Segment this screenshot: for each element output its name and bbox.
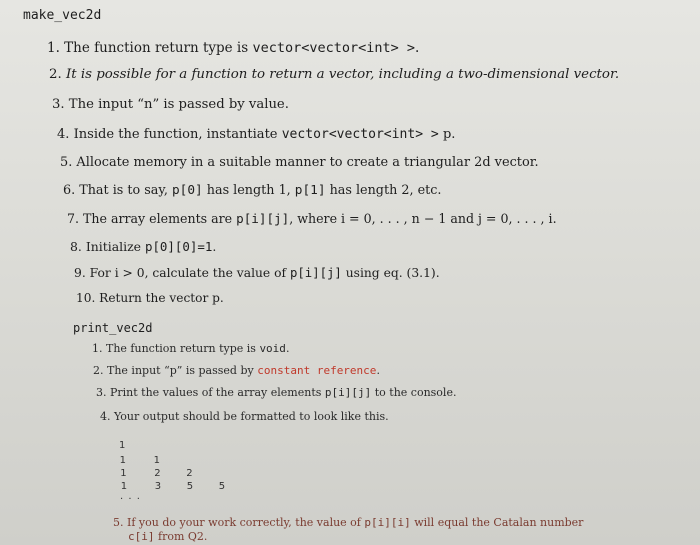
item-text: .: [212, 239, 217, 254]
item-text: For i > 0, calculate the value of: [89, 266, 290, 280]
item-highlight: constant reference: [257, 364, 377, 377]
item-code: c[i]: [128, 530, 155, 543]
item-text: using eq. (3.1).: [341, 266, 440, 280]
output-value: 3: [154, 481, 162, 492]
output-value: 1: [120, 481, 128, 492]
item-code: p[i][i]: [364, 516, 411, 529]
output-value: 1: [153, 455, 160, 466]
item-number: 4.: [57, 127, 74, 142]
item-text: The function return type is: [64, 40, 253, 56]
item-text: has length 2, etc.: [325, 183, 442, 198]
list-item: [76, 291, 224, 305]
list-item: [63, 183, 441, 198]
item-number: 2.: [93, 364, 107, 377]
list-item: [74, 266, 440, 280]
item-number: 9.: [74, 266, 90, 280]
item-text: , where i = 0, . . . , n − 1 and j = 0, . . . , i.: [289, 211, 557, 226]
item-text: It is possible for a function to return a vector, including a two-dimensional vector.: [65, 67, 620, 82]
item-code: p[i][j]: [289, 266, 342, 280]
output-value: 1: [119, 440, 126, 451]
item-text: Print the values of the array elements: [110, 386, 325, 399]
item-code: p[1]: [294, 183, 326, 198]
list-item: [49, 67, 619, 82]
list-item: [52, 97, 289, 112]
item-number: 5.: [113, 516, 127, 529]
output-value: 1: [120, 468, 127, 479]
item-text: The input “n” is passed by value.: [68, 97, 289, 112]
item-number: 3.: [96, 386, 110, 399]
item-text: will equal the Catalan number: [410, 516, 584, 529]
output-ellipsis: . . .: [120, 491, 141, 502]
list-item: [70, 239, 216, 254]
item-text: .: [285, 342, 290, 355]
output-value: 5: [218, 481, 226, 492]
list-item: [96, 386, 456, 399]
item-text: Initialize: [85, 239, 145, 254]
item-code: p[i][j]: [324, 386, 372, 399]
item-code: p[i][j]: [236, 211, 290, 226]
item-number: 1.: [47, 40, 65, 56]
item-number: 2.: [49, 67, 66, 82]
item-text: to the console.: [371, 386, 457, 399]
item-code: p[0]: [172, 183, 203, 198]
item-text: .: [415, 40, 420, 56]
section-title-print-vec2d: print_vec2d: [73, 321, 153, 335]
item-code: vector<vector<int> >: [252, 40, 416, 56]
item-code: vector<vector<int> >: [281, 127, 439, 142]
item-text: The input “p” is passed by: [107, 364, 258, 377]
item-text: The function return type is: [106, 342, 260, 355]
item-text: Return the vector p.: [99, 291, 224, 305]
item-text: Your output should be formatted to look like this.: [114, 410, 389, 423]
item-text: Allocate memory in a suitable manner to create a triangular 2d vector.: [76, 155, 539, 170]
item-text: If you do your work correctly, the value of: [127, 516, 365, 529]
item-number: 6.: [63, 183, 80, 198]
section-title-make-vec2d: make_vec2d: [23, 8, 102, 23]
item-number: 5.: [60, 155, 77, 170]
item-number: 3.: [52, 97, 69, 112]
list-item: [57, 127, 455, 142]
item-code: void: [259, 342, 286, 355]
item-number: 4.: [100, 410, 114, 423]
item-number: 1.: [92, 342, 106, 355]
output-value: 2: [154, 468, 161, 479]
item-text: from Q2.: [154, 530, 208, 543]
note-line-2: [128, 530, 207, 543]
list-item: [93, 364, 380, 377]
output-value: 1: [119, 455, 126, 466]
item-code: p[0][0]=1: [144, 239, 213, 254]
item-text: The array elements are: [83, 211, 237, 226]
item-text: p.: [438, 127, 456, 142]
item-text: That is to say,: [79, 183, 172, 198]
item-text: .: [376, 364, 380, 377]
list-item: [60, 155, 539, 170]
list-item: [47, 40, 419, 56]
output-value: 5: [186, 481, 194, 492]
item-number: 10.: [76, 291, 100, 305]
list-item: [100, 410, 389, 423]
list-item: [92, 342, 289, 355]
list-item: [67, 211, 557, 226]
output-value: 2: [186, 468, 193, 479]
note-line-1: [113, 516, 583, 529]
item-number: 8.: [70, 239, 86, 254]
item-text: has length 1,: [202, 183, 295, 198]
item-text: Inside the function, instantiate: [73, 127, 282, 142]
item-number: 7.: [67, 211, 84, 226]
